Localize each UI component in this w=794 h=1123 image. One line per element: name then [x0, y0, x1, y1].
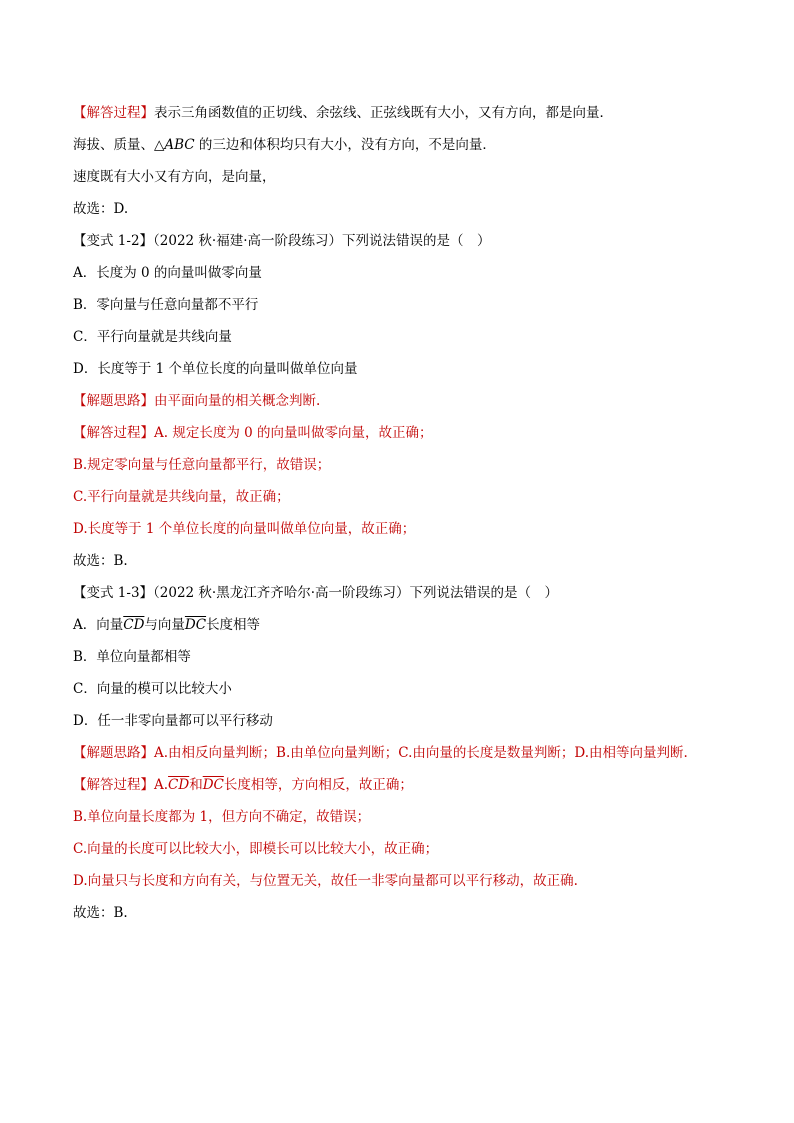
q12-option-b: B．零向量与任意向量都不平行 — [73, 297, 259, 313]
answer-line-2-post: 的三边和体积均只有大小，没有方向，不是向量． — [194, 137, 496, 153]
q13-option-b: B．单位向量都相等 — [73, 649, 191, 665]
answer-line-2 — [73, 133, 733, 165]
answer-choice-1: 故选：D. — [73, 201, 129, 217]
q13-option-c: C．向量的模可以比较大小 — [73, 681, 232, 697]
question-1-3-tag: 【变式 1-3】 — [73, 585, 154, 601]
q13-process-a-mid: 和 — [189, 777, 203, 793]
question-1-2-stem — [73, 229, 733, 261]
question-1-2-text: （2022 秋·福建·高一阶段练习）下列说法错误的是（ ） — [153, 233, 491, 249]
vector-dc: $\overline{DC}$ — [184, 617, 207, 633]
vector-cd: $\overline{CD}$ — [168, 777, 190, 793]
answer-process-tag: 【解答过程】 — [73, 425, 154, 441]
answer-process-text: 表示三角函数值的正切线、余弦线、正弦线既有大小，又有方向，都是向量． — [154, 105, 613, 121]
q13-choice: 故选：B. — [73, 905, 128, 921]
q13-option-a-mid: 与向量 — [144, 617, 185, 633]
q12-option-c: C．平行向量就是共线向量 — [73, 329, 232, 345]
answer-line-2-pre: 海拔、质量、 — [73, 137, 154, 153]
document-page — [73, 101, 733, 933]
q12-process-b: B.规定零向量与任意向量都平行，故错误； — [73, 457, 331, 473]
q12-process-a: A. 规定长度为 0 的向量叫做零向量，故正确； — [154, 425, 433, 441]
solution-idea-tag: 【解题思路】 — [73, 745, 154, 761]
solution-idea-text: A.由相反向量判断；B.由单位向量判断；C.由向量的长度是数量判断；D.由相等向量判断. — [154, 745, 688, 761]
q13-option-d: D．任一非零向量都可以平行移动 — [73, 713, 273, 729]
q13-option-a — [73, 613, 733, 645]
q12-option-a: A．长度为 0 的向量叫做零向量 — [73, 265, 262, 281]
vector-cd: $\overline{CD}$ — [123, 617, 145, 633]
q13-solution-idea — [73, 741, 733, 773]
q12-choice: 故选：B. — [73, 553, 128, 569]
q13-option-a-post: 长度相等 — [206, 617, 261, 633]
q12-process-c: C.平行向量就是共线向量，故正确； — [73, 489, 290, 505]
triangle-abc-math: △ABC — [154, 137, 195, 153]
q12-option-d: D．长度等于 1 个单位长度的向量叫做单位向量 — [73, 361, 358, 377]
q12-solution-idea — [73, 389, 733, 421]
solution-idea-tag: 【解题思路】 — [73, 393, 154, 409]
q13-process-a-pre: A. — [154, 777, 169, 793]
q12-process-line-1 — [73, 421, 733, 453]
q13-process-b: B.单位向量长度都为 1，但方向不确定，故错误； — [73, 809, 371, 825]
answer-process-tag: 【解答过程】 — [73, 105, 154, 121]
answer-line-1 — [73, 101, 733, 133]
q13-process-a-post: 长度相等，方向相反，故正确； — [223, 777, 413, 793]
solution-idea-text: 由平面向量的相关概念判断. — [154, 393, 321, 409]
question-1-2-tag: 【变式 1-2】 — [73, 233, 154, 249]
q12-process-d: D.长度等于 1 个单位长度的向量叫做单位向量，故正确； — [73, 521, 416, 537]
answer-process-tag: 【解答过程】 — [73, 777, 154, 793]
q13-option-a-pre: A．向量 — [73, 617, 124, 633]
question-1-3-text: （2022 秋·黑龙江齐齐哈尔·高一阶段练习）下列说法错误的是（ ） — [153, 585, 559, 601]
vector-dc: $\overline{DC}$ — [202, 777, 224, 793]
answer-line-3: 速度既有大小又有方向，是向量， — [73, 169, 276, 185]
q13-process-d: D.向量只与长度和方向有关，与位置无关，故任一非零向量都可以平行移动，故正确. — [73, 873, 578, 889]
q13-process-line-1 — [73, 773, 733, 805]
question-1-3-stem — [73, 581, 733, 613]
q13-process-c: C.向量的长度可以比较大小，即模长可以比较大小，故正确； — [73, 841, 439, 857]
